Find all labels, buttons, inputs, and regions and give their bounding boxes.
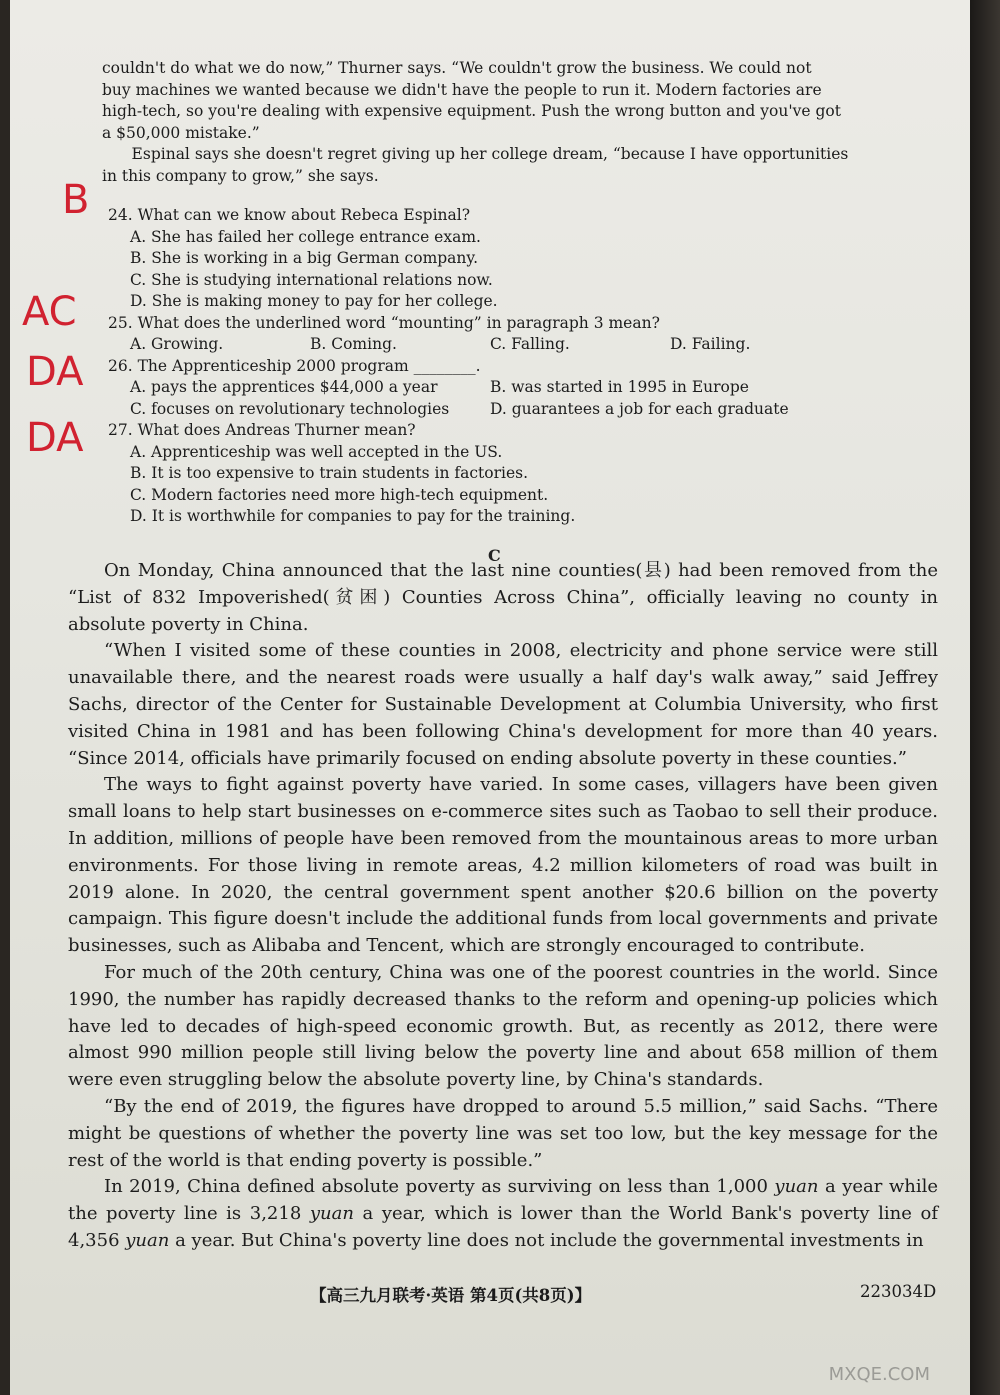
handwritten-answer-26: DA <box>26 349 84 395</box>
dark-edge <box>970 0 1000 1395</box>
top-line: Espinal says she doesn't regret giving up her college dream, “because I have opportunities <box>102 145 849 163</box>
option: B. was started in 1995 in Europe <box>490 378 749 396</box>
option: D. It is worthwhile for companies to pay for the training. <box>130 507 576 525</box>
passage-c <box>68 558 938 1255</box>
text-run-italic: yuan <box>125 1229 170 1251</box>
option: D. guarantees a job for each graduate <box>490 399 789 418</box>
paragraph: For much of the 20th century, China was one of the poorest countries in the world. Since 1990, the number has rapidly decreased thanks to the reform and opening-up policies which have led to decades of high-speed economic growth. But, as recently as 2012, there were almost 990 million people still living below the poverty line and about 658 million of them were even struggling below the absolute poverty line, by China's standards. <box>68 961 938 1091</box>
question-stem: 25. What does the underlined word “mounting” in paragraph 3 mean? <box>108 313 660 332</box>
question-stem: 27. What does Andreas Thurner mean? <box>108 421 416 439</box>
text-run: a year while the poverty line is 3,218 <box>68 1176 938 1225</box>
footer-title: 【高三九月联考·英语 第4页(共8页)】 <box>310 1286 592 1305</box>
handwritten-answer-24: B <box>62 177 90 223</box>
option: C. Modern factories need more high-tech equipment. <box>130 485 549 504</box>
paragraph: “By the end of 2019, the figures have dropped to around 5.5 million,” said Sachs. “There might be questions of whether the poverty line was set too low, but the key message for the rest of the world is that ending poverty is possible.” <box>68 1095 938 1171</box>
last-paragraph <box>68 1174 938 1254</box>
top-line: couldn't do what we do now,” Thurner says. “We couldn't grow the business. We could not <box>102 59 812 77</box>
paragraph: “When I visited some of these counties in 2008, electricity and phone service were still unavailable there, and the nearest roads were usually a half day's walk away,” said Jeffrey Sachs, director of the Center for Sustainable Development at Columbia University, who first visited China in 1981 and has been following China's development for more than 40 years. “Since 2014, officials have primarily focused on ending absolute poverty in these counties.” <box>68 640 938 769</box>
option: A. pays the apprentices $44,000 a year <box>130 378 438 396</box>
option: A. Growing. <box>130 335 224 353</box>
exam-page <box>10 0 970 1395</box>
section-letter: C <box>488 546 501 565</box>
option: C. Falling. <box>490 335 570 353</box>
watermark-site: MXQE.COM <box>828 1364 930 1385</box>
questions-block <box>108 205 850 528</box>
option: D. Failing. <box>670 335 751 353</box>
text-run-italic: yuan <box>774 1176 819 1198</box>
question-stem: 26. The Apprenticeship 2000 program ________. <box>108 356 481 375</box>
options-row <box>130 399 850 421</box>
text-run-italic: yuan <box>309 1203 354 1225</box>
question-stem: 24. What can we know about Rebeca Espinal? <box>108 206 471 224</box>
handwritten-answer-25: AC <box>22 289 77 335</box>
text-run: a year, which is lower than the World Bank's poverty line of 4,356 <box>68 1203 938 1251</box>
question-26 <box>108 356 850 421</box>
paper-code: 223034D <box>860 1282 937 1301</box>
options-row <box>130 334 850 356</box>
option: C. focuses on revolutionary technologies <box>130 399 450 418</box>
top-line: buy machines we wanted because we didn't have the people to run it. Modern factories are <box>102 80 822 99</box>
text-run: In 2019, China defined absolute poverty as surviving on less than 1,000 <box>104 1176 775 1198</box>
options-row <box>130 377 850 399</box>
question-27 <box>108 420 850 528</box>
question-25 <box>108 313 850 356</box>
question-24 <box>108 205 850 313</box>
top-line: high-tech, so you're dealing with expensive equipment. Push the wrong button and you've got <box>102 102 841 120</box>
top-paragraph <box>102 58 848 187</box>
option: C. She is studying international relations now. <box>130 270 493 289</box>
paragraph: On Monday, China announced that the last nine counties(县) had been removed from the “List of 832 Impoverished(贫困) Counties Across China”, officially leaving no county in absolute poverty in China. <box>68 560 938 635</box>
top-line: a $50,000 mistake.” <box>102 123 260 142</box>
top-line: in this company to grow,” she says. <box>102 166 379 185</box>
option: D. She is making money to pay for her college. <box>130 292 498 310</box>
text-run: a year. But China's poverty line does not include the governmental investments in <box>169 1229 924 1251</box>
handwritten-answer-27: DA <box>26 415 84 461</box>
option: A. Apprenticeship was well accepted in the US. <box>130 442 503 461</box>
option: B. She is working in a big German company. <box>130 249 479 267</box>
option: B. It is too expensive to train students in factories. <box>130 464 529 482</box>
page-footer <box>10 1282 970 1312</box>
option: A. She has failed her college entrance exam. <box>130 227 481 246</box>
paragraph: The ways to fight against poverty have varied. In some cases, villagers have been given small loans to help start businesses on e-commerce sites such as Taobao to sell their produce. In addition, millions of people have been removed from the mountainous areas to more urban environments. For those living in remote areas, 4.2 million kilometers of road was built in 2019 alone. In 2020, the central government spent another $20.6 billion on the poverty campaign. This figure doesn't include the additional funds from local governments and private businesses, such as Alibaba and Tencent, which are strongly encouraged to contribute. <box>68 774 938 957</box>
option: B. Coming. <box>310 335 397 353</box>
